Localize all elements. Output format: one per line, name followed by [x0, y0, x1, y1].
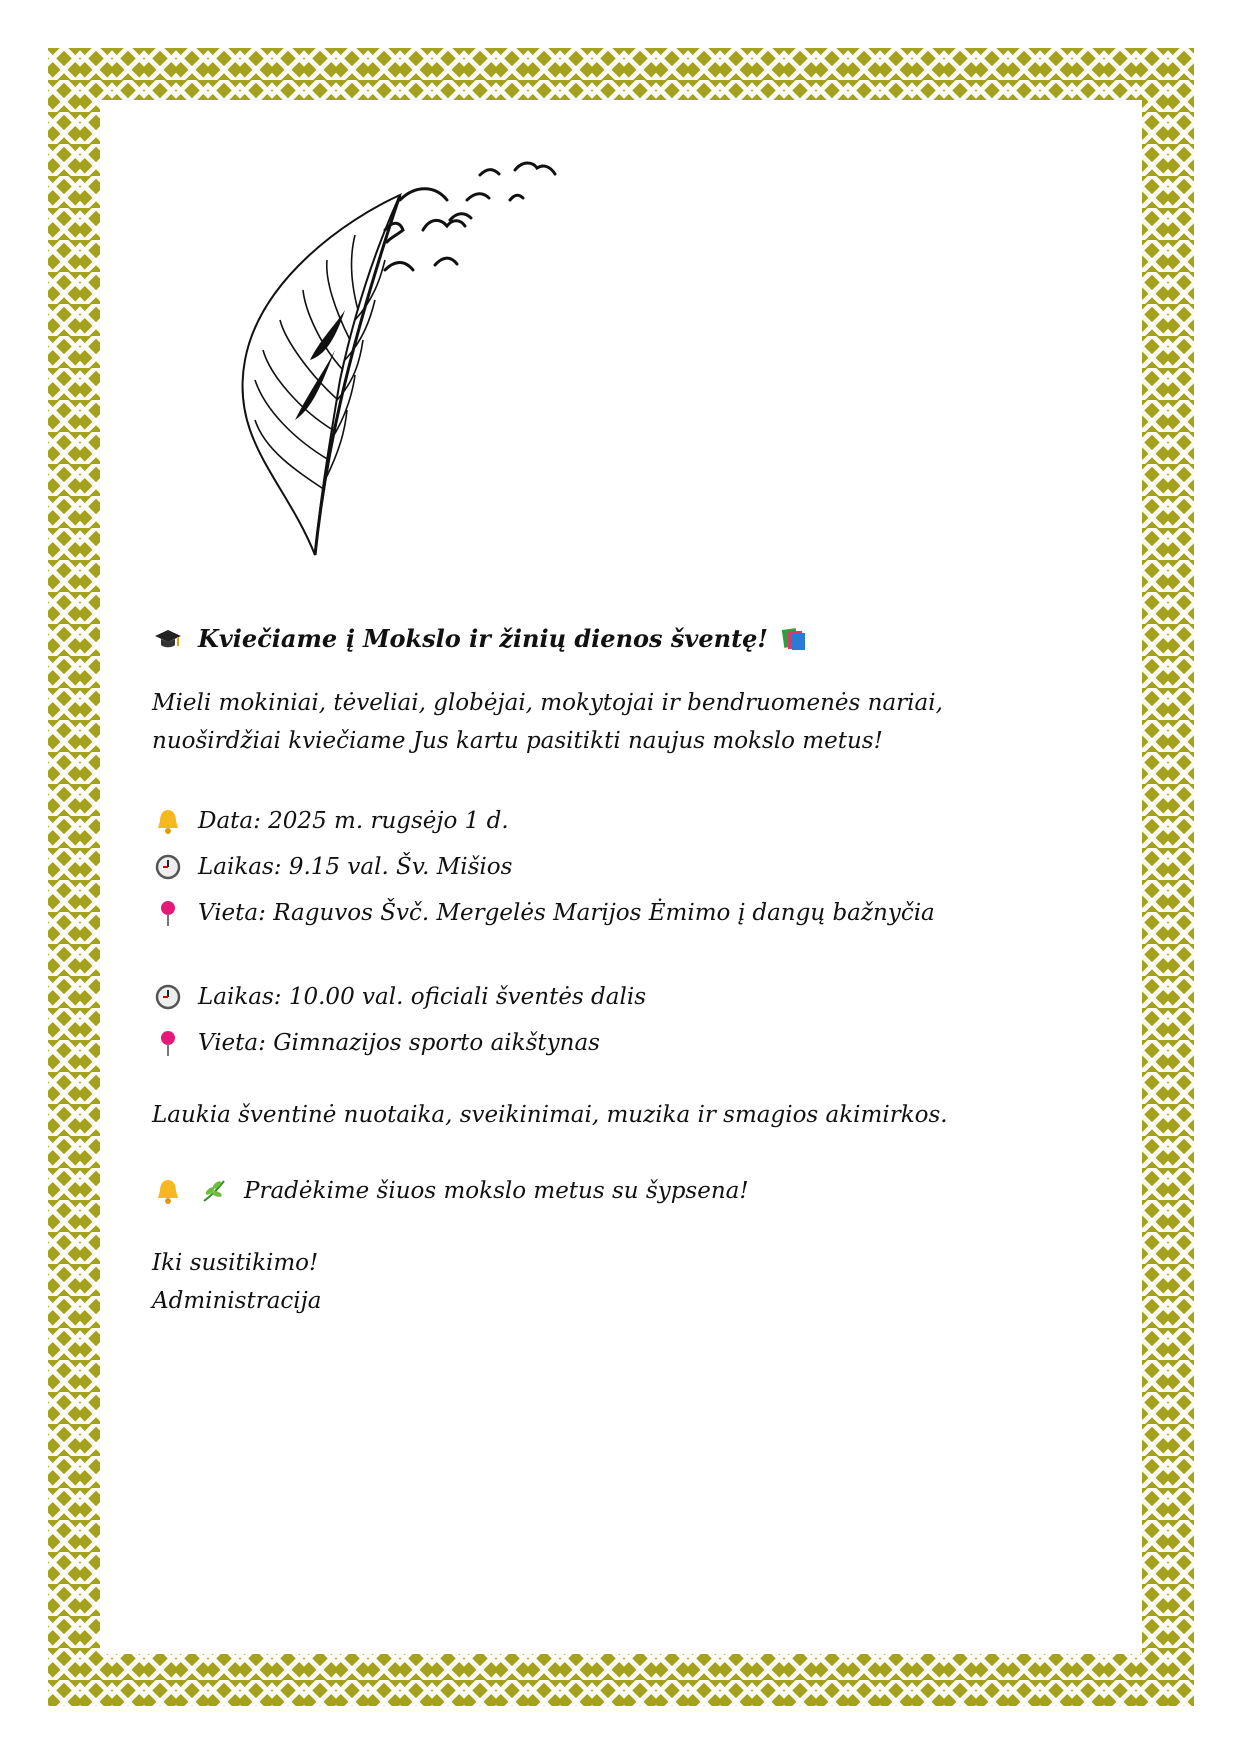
time2-text: Laikas: 10.00 val. oficiali šventės dalis — [198, 984, 646, 1010]
closing-text: Iki susitikimo! — [152, 1250, 319, 1276]
time1-text: Laikas: 9.15 val. Šv. Mišios — [198, 854, 513, 880]
invitation-title: Kviečiame į Mokslo ir žinių dienos šventę! — [198, 624, 768, 653]
intro-line-1: Mieli mokiniai, tėveliai, globėjai, mokytojai ir bendruomenės nariai, — [152, 690, 943, 716]
invitation-title-row — [152, 620, 1092, 658]
place2-row — [152, 1020, 1092, 1066]
date-text: Data: 2025 m. rugsėjo 1 d. — [198, 808, 509, 834]
place1-row — [152, 890, 1092, 936]
clock-icon — [152, 851, 184, 883]
feather-birds-illustration — [225, 160, 625, 580]
clock-icon — [152, 981, 184, 1013]
bell-icon — [152, 805, 184, 837]
date-row — [152, 798, 1092, 844]
time2-row — [152, 974, 1092, 1020]
wish-row — [152, 1168, 1092, 1214]
signature-text: Administracija — [152, 1288, 322, 1314]
pin-icon — [152, 897, 184, 929]
time1-row — [152, 844, 1092, 890]
pin-icon — [152, 1027, 184, 1059]
intro-line-2: nuoširdžiai kviečiame Jus kartu pasitikti naujus mokslo metus! — [152, 728, 883, 754]
bell-icon — [152, 1175, 184, 1207]
place2-text: Vieta: Gimnazijos sporto aikštynas — [198, 1030, 600, 1056]
graduation-cap-icon — [152, 623, 184, 655]
invitation-text — [152, 620, 1092, 1320]
books-icon — [778, 623, 810, 655]
herb-icon — [198, 1175, 230, 1207]
mood-text: Laukia šventinė nuotaika, sveikinimai, muzika ir smagios akimirkos. — [152, 1102, 948, 1128]
wish-text: Pradėkime šiuos mokslo metus su šypsena! — [244, 1178, 749, 1204]
place1-text: Vieta: Raguvos Švč. Mergelės Marijos Ėmimo į dangų bažnyčia — [198, 900, 935, 926]
